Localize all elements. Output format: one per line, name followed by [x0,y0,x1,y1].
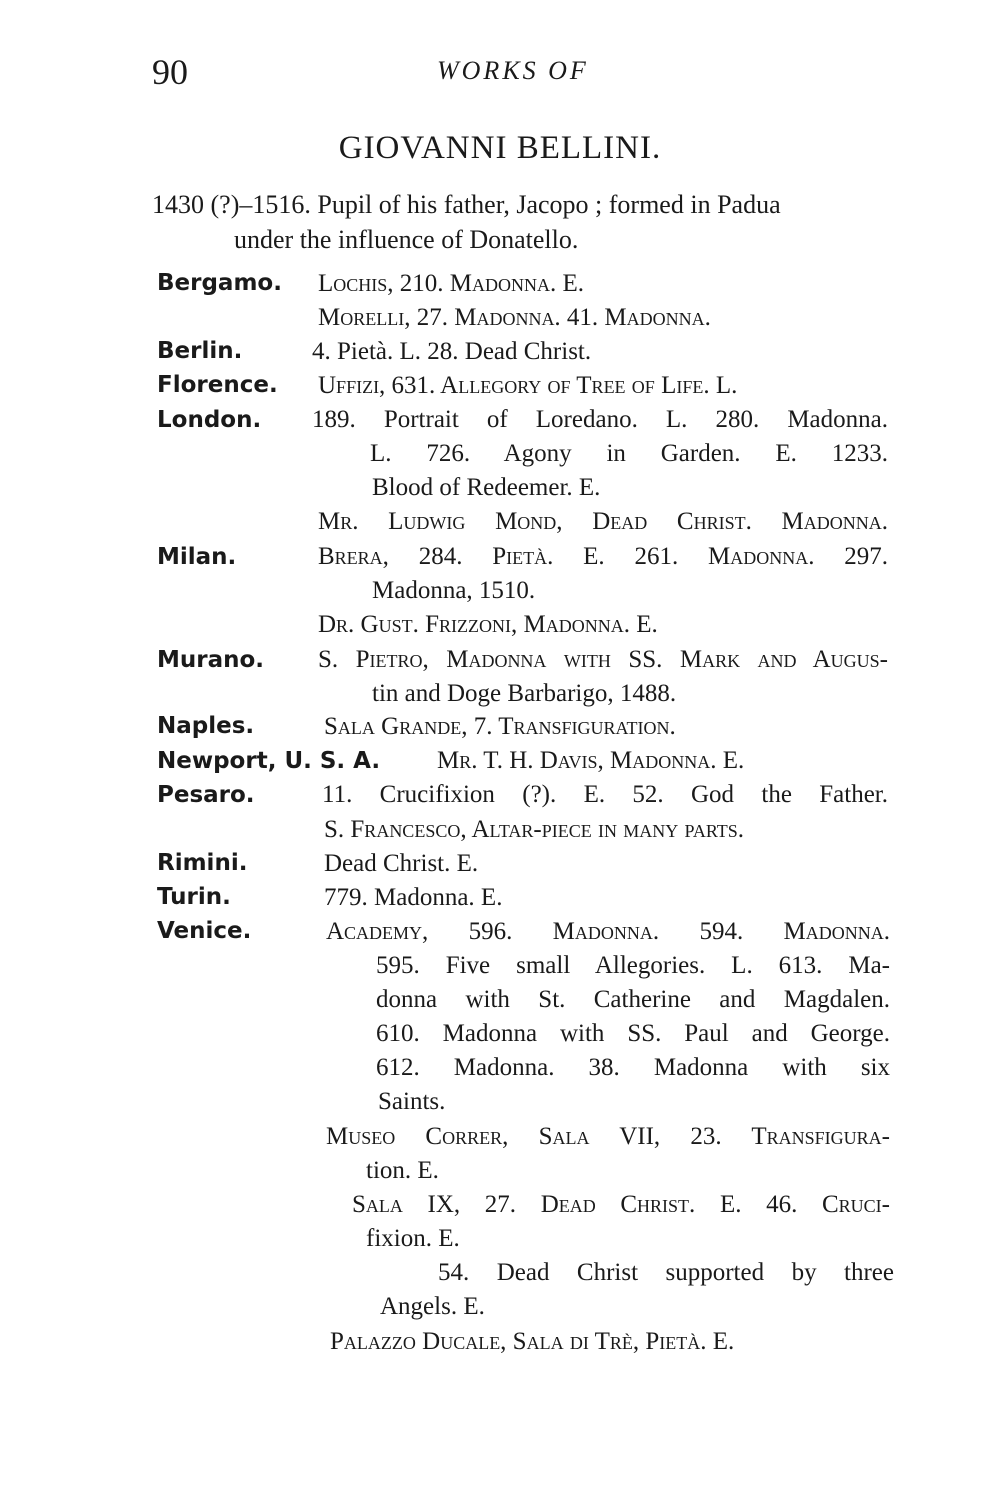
city-murano: Murano. [157,647,265,673]
entry-line: donna with St. Catherine and Magdalen. [376,986,890,1013]
entry-line: 4. Pietà. L. 28. Dead Christ. [312,338,592,365]
entry-line: Mr. Ludwig Mond, Dead Christ. Madonna. [318,508,888,535]
entry-line: 779. Madonna. E. [324,884,503,911]
city-naples: Naples. [157,713,255,739]
entry-line: 54. Dead Christ supported by three [438,1259,894,1286]
entry-line: Museo Correr, Sala VII, 23. Transfigura- [326,1123,890,1150]
entry-line: Uffizi, 631. Allegory of Tree of Life. L. [318,372,738,399]
city-rimini: Rimini. [157,850,248,876]
city-newport: Newport, U. S. A. [157,748,381,774]
entry-line: Mr. T. H. Davis, Madonna. E. [437,747,745,774]
entry-line: tin and Doge Barbarigo, 1488. [372,680,677,707]
page-number: 90 [152,52,188,92]
entry-line: 612. Madonna. 38. Madonna with six [376,1054,890,1081]
city-pesaro: Pesaro. [157,782,255,808]
entry-line: Madonna, 1510. [372,577,536,604]
entry-line: S. Pietro, Madonna with SS. Mark and Augus- [318,646,888,673]
entry-line: Angels. E. [380,1293,485,1320]
entry-line: Sala Grande, 7. Transfiguration. [324,713,676,740]
entry-line: Morelli, 27. Madonna. 41. Madonna. [318,304,711,331]
running-head: WORKS OF [437,56,589,85]
city-milan: Milan. [157,544,237,570]
city-bergamo: Bergamo. [157,270,282,296]
entry-line: L. 726. Agony in Garden. E. 1233. [370,440,888,467]
entry-line: Dr. Gust. Frizzoni, Madonna. E. [318,611,658,638]
city-venice: Venice. [157,918,252,944]
intro-line-2: under the influence of Donatello. [234,225,579,254]
entry-line: Dead Christ. E. [324,850,479,877]
artist-title: GIOVANNI BELLINI. [338,130,662,166]
entry-line: Saints. [378,1088,446,1115]
entry-line: Sala IX, 27. Dead Christ. E. 46. Cruci- [352,1191,890,1218]
entry-line: S. Francesco, Altar-piece in many parts. [324,816,745,843]
city-turin: Turin. [157,884,231,910]
entry-line: fixion. E. [366,1225,460,1252]
intro-line-1: 1430 (?)–1516. Pupil of his father, Jacopo ; formed in Padua [152,190,781,219]
entry-line: Brera, 284. Pietà. E. 261. Madonna. 297. [318,543,888,570]
city-london: London. [157,407,262,433]
entry-line: 11. Crucifixion (?). E. 52. God the Father. [322,781,888,808]
entry-line: Academy, 596. Madonna. 594. Madonna. [326,918,890,945]
entry-line: Palazzo Ducale, Sala di Trè, Pietà. E. [330,1328,735,1355]
entry-line: 595. Five small Allegories. L. 613. Ma- [376,952,890,979]
entry-line: 610. Madonna with SS. Paul and George. [376,1020,890,1047]
entry-line: 189. Portrait of Loredano. L. 280. Madonna. [312,406,888,433]
city-berlin: Berlin. [157,338,243,364]
entry-line: Blood of Redeemer. E. [372,474,601,501]
entry-line: tion. E. [366,1157,439,1184]
city-florence: Florence. [157,372,278,398]
entry-line: Lochis, 210. Madonna. E. [318,270,585,297]
